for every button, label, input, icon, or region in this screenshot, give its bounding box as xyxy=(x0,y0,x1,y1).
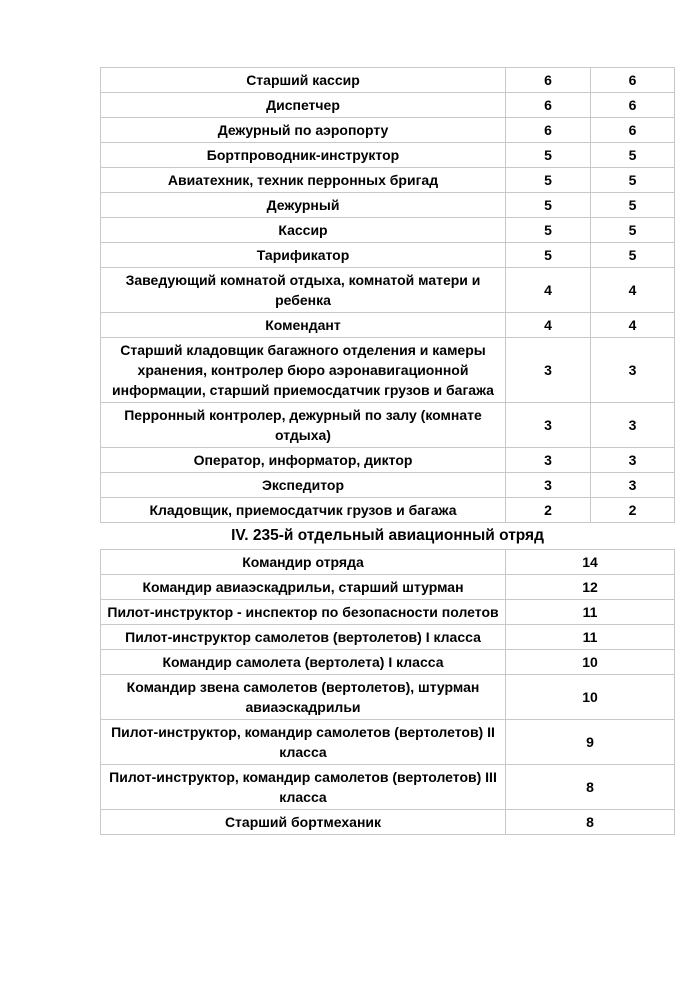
value-cell-b: 5 xyxy=(591,193,675,218)
table-row xyxy=(101,338,675,403)
position-cell: Старший кладовщик багажного отделения и камеры хранения, контролер бюро аэронавигационной информации, старший приемосдатчик грузов и багажа xyxy=(101,338,506,403)
table-row xyxy=(101,650,675,675)
position-cell: Авиатехник, техник перронных бригад xyxy=(101,168,506,193)
value-cell-a: 6 xyxy=(506,68,591,93)
value-cell-a: 6 xyxy=(506,118,591,143)
value-cell: 10 xyxy=(506,675,675,720)
table-row xyxy=(101,403,675,448)
table-row xyxy=(101,243,675,268)
value-cell-a: 3 xyxy=(506,403,591,448)
value-cell: 9 xyxy=(506,720,675,765)
position-cell: Пилот-инструктор, командир самолетов (вертолетов) II класса xyxy=(101,720,506,765)
value-cell-a: 3 xyxy=(506,473,591,498)
table-row xyxy=(101,168,675,193)
value-cell-b: 4 xyxy=(591,313,675,338)
value-cell-b: 6 xyxy=(591,68,675,93)
table-row xyxy=(101,143,675,168)
value-cell-b: 3 xyxy=(591,338,675,403)
position-cell: Экспедитор xyxy=(101,473,506,498)
table-row xyxy=(101,473,675,498)
table-row xyxy=(101,448,675,473)
value-cell-a: 5 xyxy=(506,243,591,268)
table-row xyxy=(101,675,675,720)
value-cell: 11 xyxy=(506,625,675,650)
table-row xyxy=(101,68,675,93)
value-cell-b: 2 xyxy=(591,498,675,523)
value-cell-b: 3 xyxy=(591,403,675,448)
table-row xyxy=(101,600,675,625)
value-cell-a: 5 xyxy=(506,143,591,168)
position-cell: Перронный контролер, дежурный по залу (комнате отдыха) xyxy=(101,403,506,448)
table-row xyxy=(101,720,675,765)
value-cell-a: 5 xyxy=(506,218,591,243)
section-heading-row xyxy=(101,523,675,550)
position-cell: Дежурный xyxy=(101,193,506,218)
value-cell: 10 xyxy=(506,650,675,675)
position-cell: Пилот-инструктор самолетов (вертолетов) I класса xyxy=(101,625,506,650)
positions-table xyxy=(100,67,675,835)
position-cell: Дежурный по аэропорту xyxy=(101,118,506,143)
table-row xyxy=(101,575,675,600)
position-cell: Пилот-инструктор, командир самолетов (вертолетов) III класса xyxy=(101,765,506,810)
position-cell: Бортпроводник-инструктор xyxy=(101,143,506,168)
table-row xyxy=(101,118,675,143)
position-cell: Старший кассир xyxy=(101,68,506,93)
table-row xyxy=(101,498,675,523)
table-row xyxy=(101,550,675,575)
value-cell-b: 6 xyxy=(591,118,675,143)
position-cell: Командир отряда xyxy=(101,550,506,575)
value-cell: 14 xyxy=(506,550,675,575)
value-cell-a: 5 xyxy=(506,193,591,218)
position-cell: Тарификатор xyxy=(101,243,506,268)
value-cell-b: 3 xyxy=(591,448,675,473)
section-heading: IV. 235-й отдельный авиационный отряд xyxy=(231,527,544,544)
table-row xyxy=(101,93,675,118)
position-cell: Комендант xyxy=(101,313,506,338)
value-cell-a: 6 xyxy=(506,93,591,118)
value-cell-a: 4 xyxy=(506,268,591,313)
position-cell: Заведующий комнатой отдыха, комнатой матери и ребенка xyxy=(101,268,506,313)
position-cell: Диспетчер xyxy=(101,93,506,118)
value-cell-a: 5 xyxy=(506,168,591,193)
position-cell: Командир звена самолетов (вертолетов), штурман авиаэскадрильи xyxy=(101,675,506,720)
value-cell-a: 2 xyxy=(506,498,591,523)
value-cell-b: 5 xyxy=(591,243,675,268)
position-cell: Кассир xyxy=(101,218,506,243)
position-cell: Командир самолета (вертолета) I класса xyxy=(101,650,506,675)
position-cell: Командир авиаэскадрильи, старший штурман xyxy=(101,575,506,600)
value-cell: 11 xyxy=(506,600,675,625)
table-row xyxy=(101,810,675,835)
position-cell: Старший бортмеханик xyxy=(101,810,506,835)
value-cell-b: 5 xyxy=(591,218,675,243)
table-row xyxy=(101,268,675,313)
value-cell-a: 3 xyxy=(506,448,591,473)
table-row xyxy=(101,625,675,650)
value-cell-b: 6 xyxy=(591,93,675,118)
value-cell-b: 3 xyxy=(591,473,675,498)
value-cell: 12 xyxy=(506,575,675,600)
value-cell-a: 4 xyxy=(506,313,591,338)
table-row xyxy=(101,313,675,338)
table-row xyxy=(101,193,675,218)
position-cell: Пилот-инструктор - инспектор по безопасности полетов xyxy=(101,600,506,625)
value-cell: 8 xyxy=(506,765,675,810)
value-cell-b: 5 xyxy=(591,143,675,168)
position-cell: Кладовщик, приемосдатчик грузов и багажа xyxy=(101,498,506,523)
position-cell: Оператор, информатор, диктор xyxy=(101,448,506,473)
value-cell-a: 3 xyxy=(506,338,591,403)
value-cell-b: 4 xyxy=(591,268,675,313)
value-cell-b: 5 xyxy=(591,168,675,193)
table-row xyxy=(101,218,675,243)
table-row xyxy=(101,765,675,810)
value-cell: 8 xyxy=(506,810,675,835)
